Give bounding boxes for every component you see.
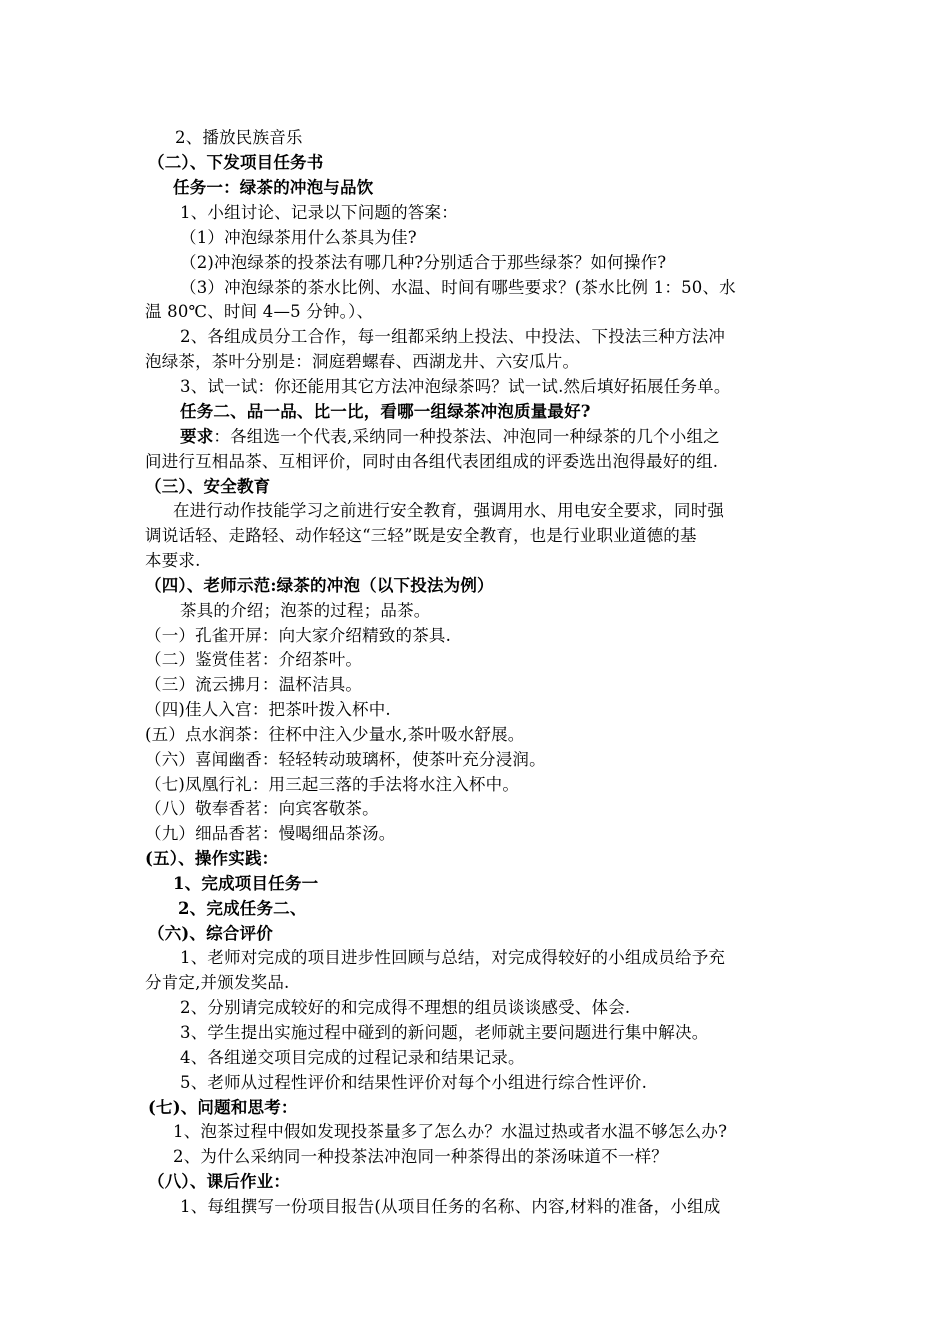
section-heading: （二）、下发项目任务书 (148, 153, 324, 172)
text-line: 调说话轻、走路轻、动作轻这“三轻”既是安全教育，也是行业职业道德的基 (145, 526, 697, 545)
text-line: 3、学生提出实施过程中碰到的新问题，老师就主要问题进行集中解决。 (180, 1023, 709, 1042)
text-line: 2、播放民族音乐 (175, 128, 303, 147)
text-line: 4、各组递交项目完成的过程记录和结果记录。 (180, 1048, 525, 1067)
step-item: （八）敬奉香茗：向宾客敬茶。 (145, 799, 379, 818)
step-item: （九）细品香茗：慢喝细品茶汤。 (145, 824, 396, 843)
text-line: 1、每组撰写一份项目报告(从项目任务的名称、内容,材料的准备，小组成 (180, 1197, 721, 1216)
text-line: 茶具的介绍；泡茶的过程；品茶。 (180, 601, 431, 620)
step-item: (五）点水润茶：往杯中注入少量水,茶叶吸水舒展。 (145, 725, 525, 744)
text-line: （1）冲泡绿茶用什么茶具为佳? (180, 228, 417, 247)
step-item: （六）喜闻幽香：轻轻转动玻璃杯，使茶叶充分浸润。 (145, 750, 546, 769)
step-item: （四)佳人入宫：把茶叶拨入杯中. (145, 700, 391, 719)
text-line: 2、各组成员分工合作，每一组都采纳上投法、中投法、下投法三种方法冲 (180, 327, 726, 346)
text-line (180, 425, 720, 449)
section-heading: （八）、课后作业： (148, 1172, 291, 1191)
section-heading: （四）、老师示范:绿茶的冲泡（以下投法为例） (145, 576, 494, 595)
text-line: 间进行互相品茶、互相评价，同时由各组代表团组成的评委选出泡得最好的组. (145, 452, 719, 471)
step-item: （七)凤凰行礼：用三起三落的手法将水注入杯中。 (145, 775, 520, 794)
text-line: 3、试一试：你还能用其它方法冲泡绿茶吗？试一试.然后填好拓展任务单。 (180, 377, 731, 396)
text-line: 2、为什么采纳同一种投茶法冲泡同一种茶得出的茶汤味道不一样？ (173, 1147, 668, 1166)
task-item: 1、完成项目任务一 (173, 874, 319, 893)
text-line: 1、小组讨论、记录以下问题的答案： (180, 203, 458, 222)
text-line: 1、老师对完成的项目进步性回顾与总结，对完成得较好的小组成员给予充 (180, 948, 726, 967)
text-line: 本要求. (145, 551, 201, 570)
text-line: 泡绿茶，茶叶分别是：洞庭碧螺春、西湖龙井、六安瓜片。 (145, 352, 580, 371)
section-heading: (五）、操作实践： (145, 849, 279, 868)
text-line: 5、老师从过程性评价和结果性评价对每个小组进行综合性评价. (180, 1073, 648, 1092)
text-line: （2)冲泡绿茶的投茶法有哪几种?分别适合于那些绿茶？如何操作? (180, 253, 667, 272)
task-item: 2、完成任务二、 (178, 899, 307, 918)
step-item: （一）孔雀开屏：向大家介绍精致的茶具. (145, 626, 452, 645)
section-heading: （六)、综合评价 (148, 924, 273, 943)
text-line: （3）冲泡绿茶的茶水比例、水温、时间有哪些要求？(茶水比例 1：50、水 (180, 278, 736, 297)
requirement-label: 要求 (180, 427, 214, 446)
text-line: 2、分别请完成较好的和完成得不理想的组员谈谈感受、体会. (180, 998, 631, 1017)
text-line: 温 80℃、时间 4—5 分钟。）、 (145, 302, 374, 321)
step-item: （三）流云拂月：温杯洁具。 (145, 675, 363, 694)
task-heading: 任务一：绿茶的冲泡与品饮 (173, 178, 374, 197)
step-item: （二）鉴赏佳茗：介绍茶叶。 (145, 650, 363, 669)
requirement-text: ：各组选一个代表,采纳同一种投茶法、冲泡同一种绿茶的几个小组之 (213, 427, 720, 446)
task-heading: 任务二、品一品、比一比，看哪一组绿茶冲泡质量最好? (180, 402, 591, 421)
section-heading: （三）、安全教育 (145, 477, 271, 496)
text-line: 1、泡茶过程中假如发现投茶量多了怎么办？水温过热或者水温不够怎么办? (173, 1122, 728, 1141)
section-heading: (七)、问题和思考： (148, 1098, 298, 1117)
text-line: 在进行动作技能学习之前进行安全教育，强调用水、用电安全要求，同时强 (173, 501, 725, 520)
text-line: 分肯定,并颁发奖品. (145, 973, 290, 992)
